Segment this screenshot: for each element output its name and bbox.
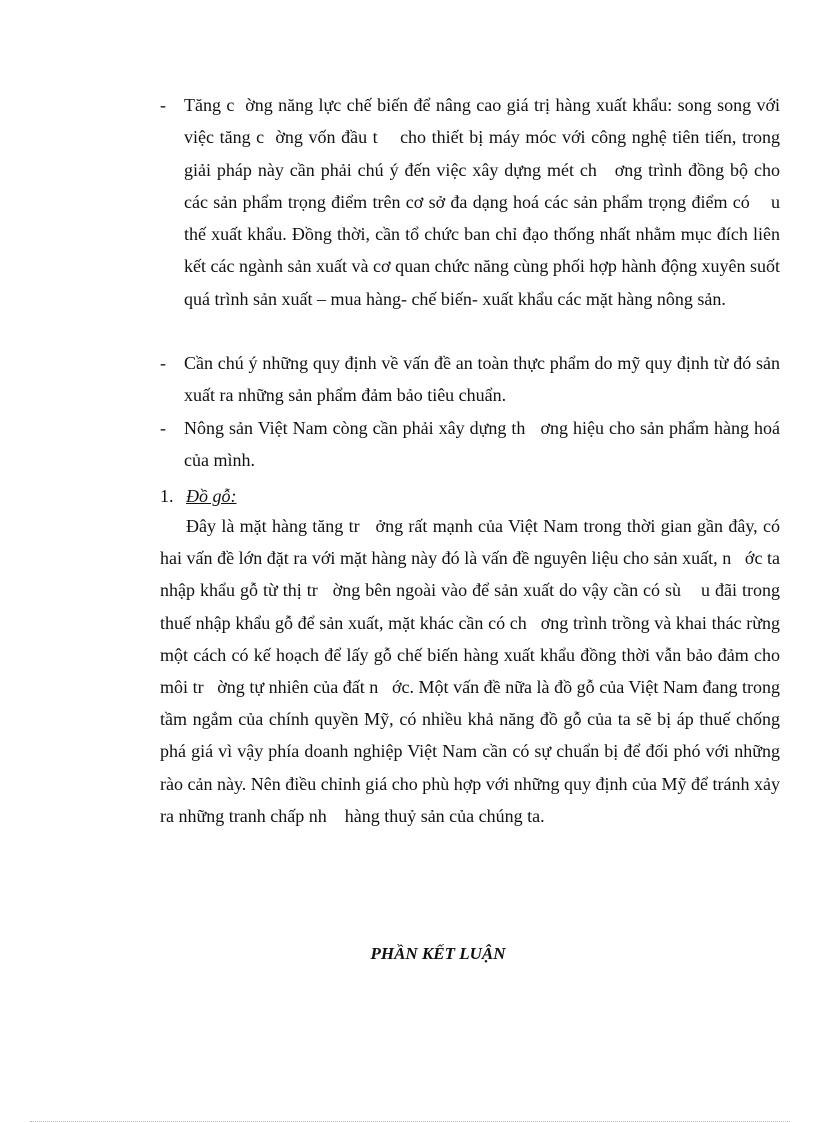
bullet-text: Cần chú ý những quy định về vấn đề an toàn thực phẩm do mỹ quy định từ đó sản xuất ra những sản phẩm đảm bảo tiêu chuẩn. — [184, 353, 785, 406]
bullet-text: Nông sản Việt Nam còng cần phải xây dựng th ơng hiệu cho sản phẩm hàng hoá của mình. — [184, 418, 785, 471]
bullet-text: Tăng c ờng năng lực chế biến để nâng cao giá trị hàng xuất khẩu: song song với việc tăng c ờng vốn đầu t cho thiết bị máy móc với công nghệ tiên tiến, trong giải pháp này cần phải chú ý đến việc xây dựng mét ch ơng trình đồng bộ cho các sản phẩm trọng điểm trên cơ sở đa dạng hoá các sản phẩm trọng điểm có u thế xuất khẩu. Đồng thời, cần tổ chức ban chỉ đạo thống nhất nhằm mục đích liên kết các ngành sản xuất và cơ quan chức năng cùng phối hợp hành động xuyên suốt quá trình sản xuất – mua hàng- chế biến- xuất khẩu các mặt hàng nông sản. — [184, 95, 785, 309]
section-number: 1. — [160, 486, 174, 506]
bullet-marker: - — [160, 418, 166, 438]
section-heading — [160, 480, 237, 512]
bullet-item-food-safety — [160, 347, 785, 412]
bullet-marker: - — [160, 95, 166, 115]
section-title: Đồ gỗ: — [186, 486, 237, 506]
conclusion-heading: PHẦN KẾT LUẬN — [370, 944, 506, 963]
page-bottom-rule — [30, 1121, 790, 1122]
bullet-item-branding — [160, 412, 785, 477]
bullet-item-processing — [160, 89, 785, 315]
bullet-marker: - — [160, 353, 166, 373]
section-paragraph: Đây là mặt hàng tăng tr ởng rất mạnh của Việt Nam trong thời gian gần đây, có hai vấn đề lớn đặt ra với mặt hàng này đó là vấn đề nguyên liệu cho sản xuất, n ớc ta nhập khẩu gỗ từ thị tr ờng bên ngoài vào để sản xuất do vậy cần có sù u đãi trong thuế nhập khẩu gỗ để sản xuất, mặt khác cần có ch ơng trình trồng và khai thác rừng một cách có kế hoạch để lấy gỗ chế biến hàng xuất khẩu đồng thời vẫn bảo đảm cho môi tr ờng tự nhiên của đất n ớc. Một vấn đề nữa là đồ gỗ của Việt Nam đang trong tầm ngắm của chính quyền Mỹ, có nhiều khả năng đồ gỗ của ta sẽ bị áp thuế chống phá giá vì vậy phía doanh nghiệp Việt Nam cần có sự chuẩn bị để đối phó với những rào cản này. Nên điều chỉnh giá cho phù hợp với những quy định của Mỹ để tránh xảy ra những tranh chấp nh hàng thuỷ sản của chúng ta. — [160, 516, 785, 826]
